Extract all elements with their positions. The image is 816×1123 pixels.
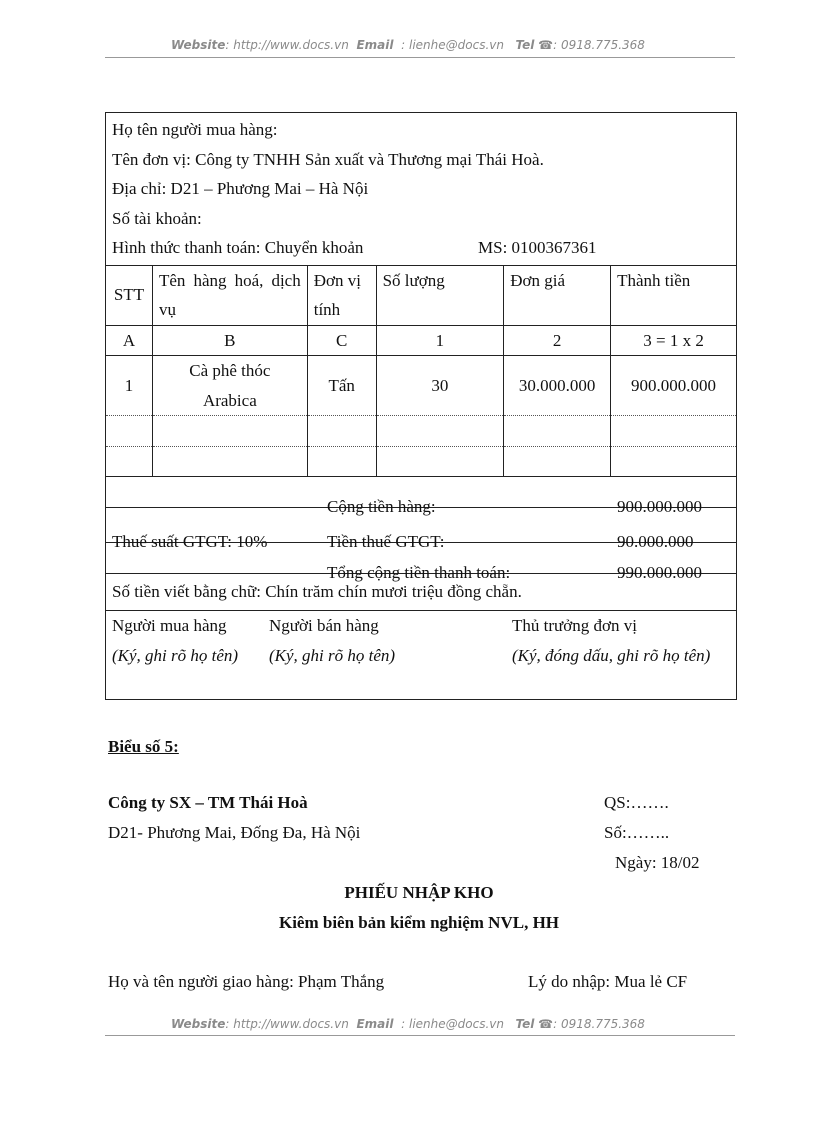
date-field: Ngày: 18/02: [615, 853, 700, 872]
buyer-address: Địa chỉ: D21 – Phương Mai – Hà Nội: [112, 179, 369, 198]
signature-seller: [269, 611, 395, 670]
phone-icon: ☎: [538, 38, 554, 52]
page-header-top: [0, 38, 816, 52]
col-header-unit: Đơn vị tính: [307, 265, 376, 325]
goods-total-value: 900.000.000: [617, 497, 702, 516]
form-label: Biểu số 5:: [108, 737, 179, 756]
email-label: Email: [356, 1017, 394, 1031]
col-header-qty: Số lượng: [376, 265, 504, 325]
row-name: Cà phê thóc Arabica: [152, 356, 307, 416]
vat-amount: 90.000.000: [617, 532, 694, 551]
tel-number: : 0918.775.368: [553, 1017, 645, 1031]
qs-field: QS:…….: [604, 793, 669, 812]
row-total: 900.000.000: [611, 356, 737, 416]
buyer-account: Số tài khoản:: [112, 208, 202, 228]
website-label: Website: [171, 38, 226, 52]
code-1: 1: [376, 325, 504, 356]
empty-row: [106, 416, 737, 447]
vat-label: Tiền thuế GTGT:: [327, 532, 445, 551]
code-3: 3 = 1 x 2: [611, 325, 737, 356]
grand-total-value: 990.000.000: [617, 563, 702, 582]
website-url: : http://www.docs.vn: [225, 1017, 349, 1031]
company-address: D21- Phương Mai, Đống Đa, Hà Nội: [108, 823, 361, 842]
document-title: PHIẾU NHẬP KHO: [344, 883, 494, 902]
col-header-name: Tên hàng hoá, dịch vụ: [152, 265, 307, 325]
signature-role: Người bán hàng: [269, 616, 379, 635]
reason-line: Lý do nhập: Mua lẻ CF: [528, 972, 688, 991]
phone-icon: ☎: [538, 1017, 554, 1031]
signature-note: (Ký, ghi rõ họ tên): [269, 645, 396, 665]
signature-buyer: [112, 611, 238, 670]
signature-note: (Ký, ghi rõ họ tên): [112, 645, 239, 665]
tel-label: Tel: [515, 1017, 535, 1031]
code-2: 2: [504, 325, 611, 356]
amount-in-words: Số tiền viết bằng chữ: Chín trăm chín mươi triệu đồng chẵn.: [106, 574, 737, 611]
header-rule: [105, 57, 735, 58]
signature-block: [106, 611, 737, 700]
email-address: : lienhe@docs.vn: [401, 38, 504, 52]
row-price: 30.000.000: [504, 356, 611, 416]
vat-rate: Thuế suất GTGT: 10%: [112, 532, 268, 551]
tax-code: MS: 0100367361: [478, 238, 597, 257]
page-header-bottom: [0, 1017, 816, 1031]
vat-row: [106, 508, 737, 551]
signature-role: Thủ trưởng đơn vị: [512, 616, 637, 635]
buyer-name: Họ tên người mua hàng:: [112, 120, 278, 139]
code-b: B: [152, 325, 307, 356]
invoice-table: [105, 112, 737, 700]
email-address: : lienhe@docs.vn: [401, 1017, 504, 1031]
row-qty: 30: [376, 356, 504, 416]
payment-line: [112, 233, 730, 263]
company-name: Công ty SX – TM Thái Hoà: [108, 793, 308, 812]
buyer-info-block: [106, 113, 737, 266]
tel-label: Tel: [515, 38, 535, 52]
website-label: Website: [171, 1017, 226, 1031]
row-unit: Tấn: [307, 356, 376, 416]
goods-total-label: Cộng tiền hàng:: [327, 497, 436, 516]
document-subtitle: Kiêm biên bản kiểm nghiệm NVL, HH: [278, 913, 560, 932]
empty-row: [106, 446, 737, 477]
buyer-unit: Tên đơn vị: Công ty TNHH Sản xuất và Thương mại Thái Hoà.: [112, 149, 544, 169]
grand-total-label: Tổng cộng tiền thanh toán:: [327, 563, 511, 582]
code-c: C: [307, 325, 376, 356]
signature-head: [512, 611, 730, 670]
payment-method: Hình thức thanh toán: Chuyển khoản: [112, 238, 364, 257]
col-header-stt: STT: [106, 265, 153, 325]
tel-number: : 0918.775.368: [553, 38, 645, 52]
row-stt: 1: [106, 356, 153, 416]
col-header-total: Thành tiền: [611, 265, 737, 325]
website-url: : http://www.docs.vn: [225, 38, 349, 52]
table-row: [106, 356, 737, 416]
deliverer-line: Họ và tên người giao hàng: Phạm Thắng: [108, 972, 385, 991]
signature-note: (Ký, đóng dấu, ghi rõ họ tên): [512, 645, 711, 665]
code-a: A: [106, 325, 153, 356]
footer-rule: [105, 1035, 735, 1036]
signature-role: Người mua hàng: [112, 616, 227, 635]
goods-total-row: [106, 477, 737, 516]
so-field: Số:……..: [604, 823, 670, 842]
email-label: Email: [356, 38, 394, 52]
col-header-price: Đơn giá: [504, 265, 611, 325]
grand-total-row: [106, 543, 737, 582]
